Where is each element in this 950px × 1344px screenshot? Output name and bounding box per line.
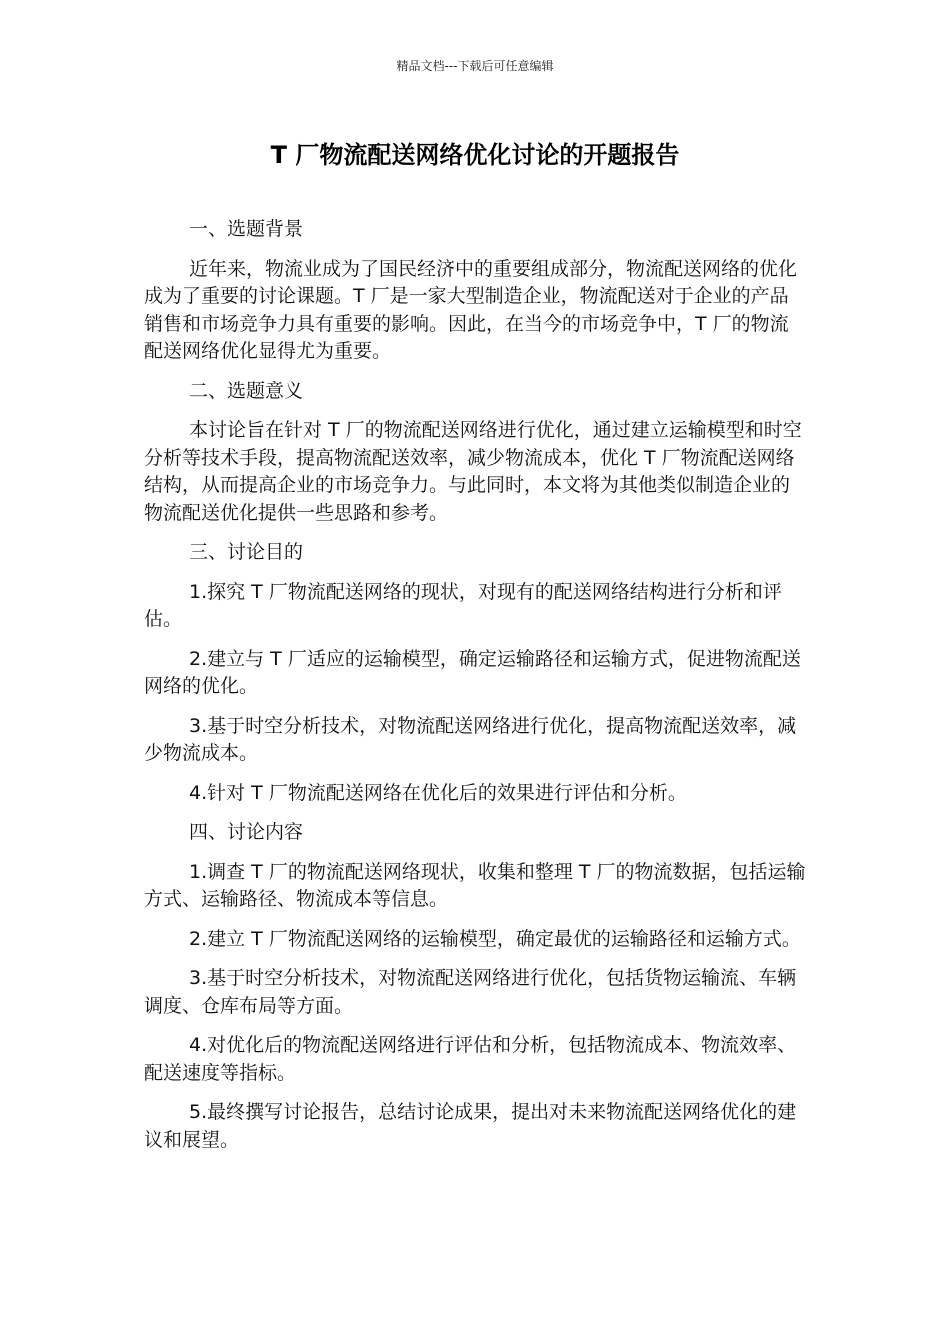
paragraph: 近年来，物流业成为了国民经济中的重要组成部分，物流配送网络的优化成为了重要的讨论课题。T 厂是一家大型制造企业，物流配送对于企业的产品销售和市场竞争力具有重要的影响。因此，在当今的市场竞争中，T 厂的物流配送网络优化显得尤为重要。 [144, 257, 798, 362]
page-header: 精品文档---下载后可任意编辑 [396, 59, 554, 73]
list-item: 3.基于时空分析技术，对物流配送网络进行优化，提高物流配送效率，减少物流成本。 [144, 714, 797, 764]
list-item: 1.调查 T 厂的物流配送网络现状，收集和整理 T 厂的物流数据，包括运输方式、运输路径、物流成本等信息。 [144, 860, 806, 910]
document-body [144, 216, 806, 1166]
list-item: 4.对优化后的物流配送网络进行评估和分析，包括物流成本、物流效率、配送速度等指标。 [144, 1034, 797, 1084]
section-heading: 四、讨论内容 [189, 821, 304, 843]
section-objectives [144, 539, 806, 807]
list-item: 2.建立 T 厂物流配送网络的运输模型，确定最优的运输路径和运输方式。 [189, 927, 801, 950]
section-heading: 三、讨论目的 [189, 541, 304, 563]
list-item: 3.基于时空分析技术，对物流配送网络进行优化，包括货物运输流、车辆调度、仓库布局等方面。 [144, 967, 797, 1017]
section-content [144, 819, 806, 1154]
list-item: 4.针对 T 厂物流配送网络在优化后的效果进行评估和分析。 [189, 781, 687, 804]
list-item: 5.最终撰写讨论报告，总结讨论成果，提出对未来物流配送网络优化的建议和展望。 [144, 1101, 797, 1151]
list-item: 1.探究 T 厂物流配送网络的现状，对现有的配送网络结构进行分析和评估。 [144, 580, 782, 630]
section-heading: 二、选题意义 [189, 379, 304, 402]
section-heading: 一、选题背景 [189, 218, 304, 240]
section-background [144, 216, 806, 366]
paragraph: 本讨论旨在针对 T 厂的物流配送网络进行优化，通过建立运输模型和时空分析等技术手段，提高物流配送效率，减少物流成本，优化 T 厂物流配送网络结构，从而提高企业的市场竞争力。与此同时，本文将为其他类似制造企业的物流配送优化提供一些思路和参考。 [144, 419, 802, 524]
list-item: 2.建立与 T 厂适应的运输模型，确定运输路径和运输方式，促进物流配送网络的优化。 [144, 647, 801, 697]
document-title: T 厂物流配送网络优化讨论的开题报告 [270, 141, 680, 169]
section-significance [144, 378, 806, 528]
